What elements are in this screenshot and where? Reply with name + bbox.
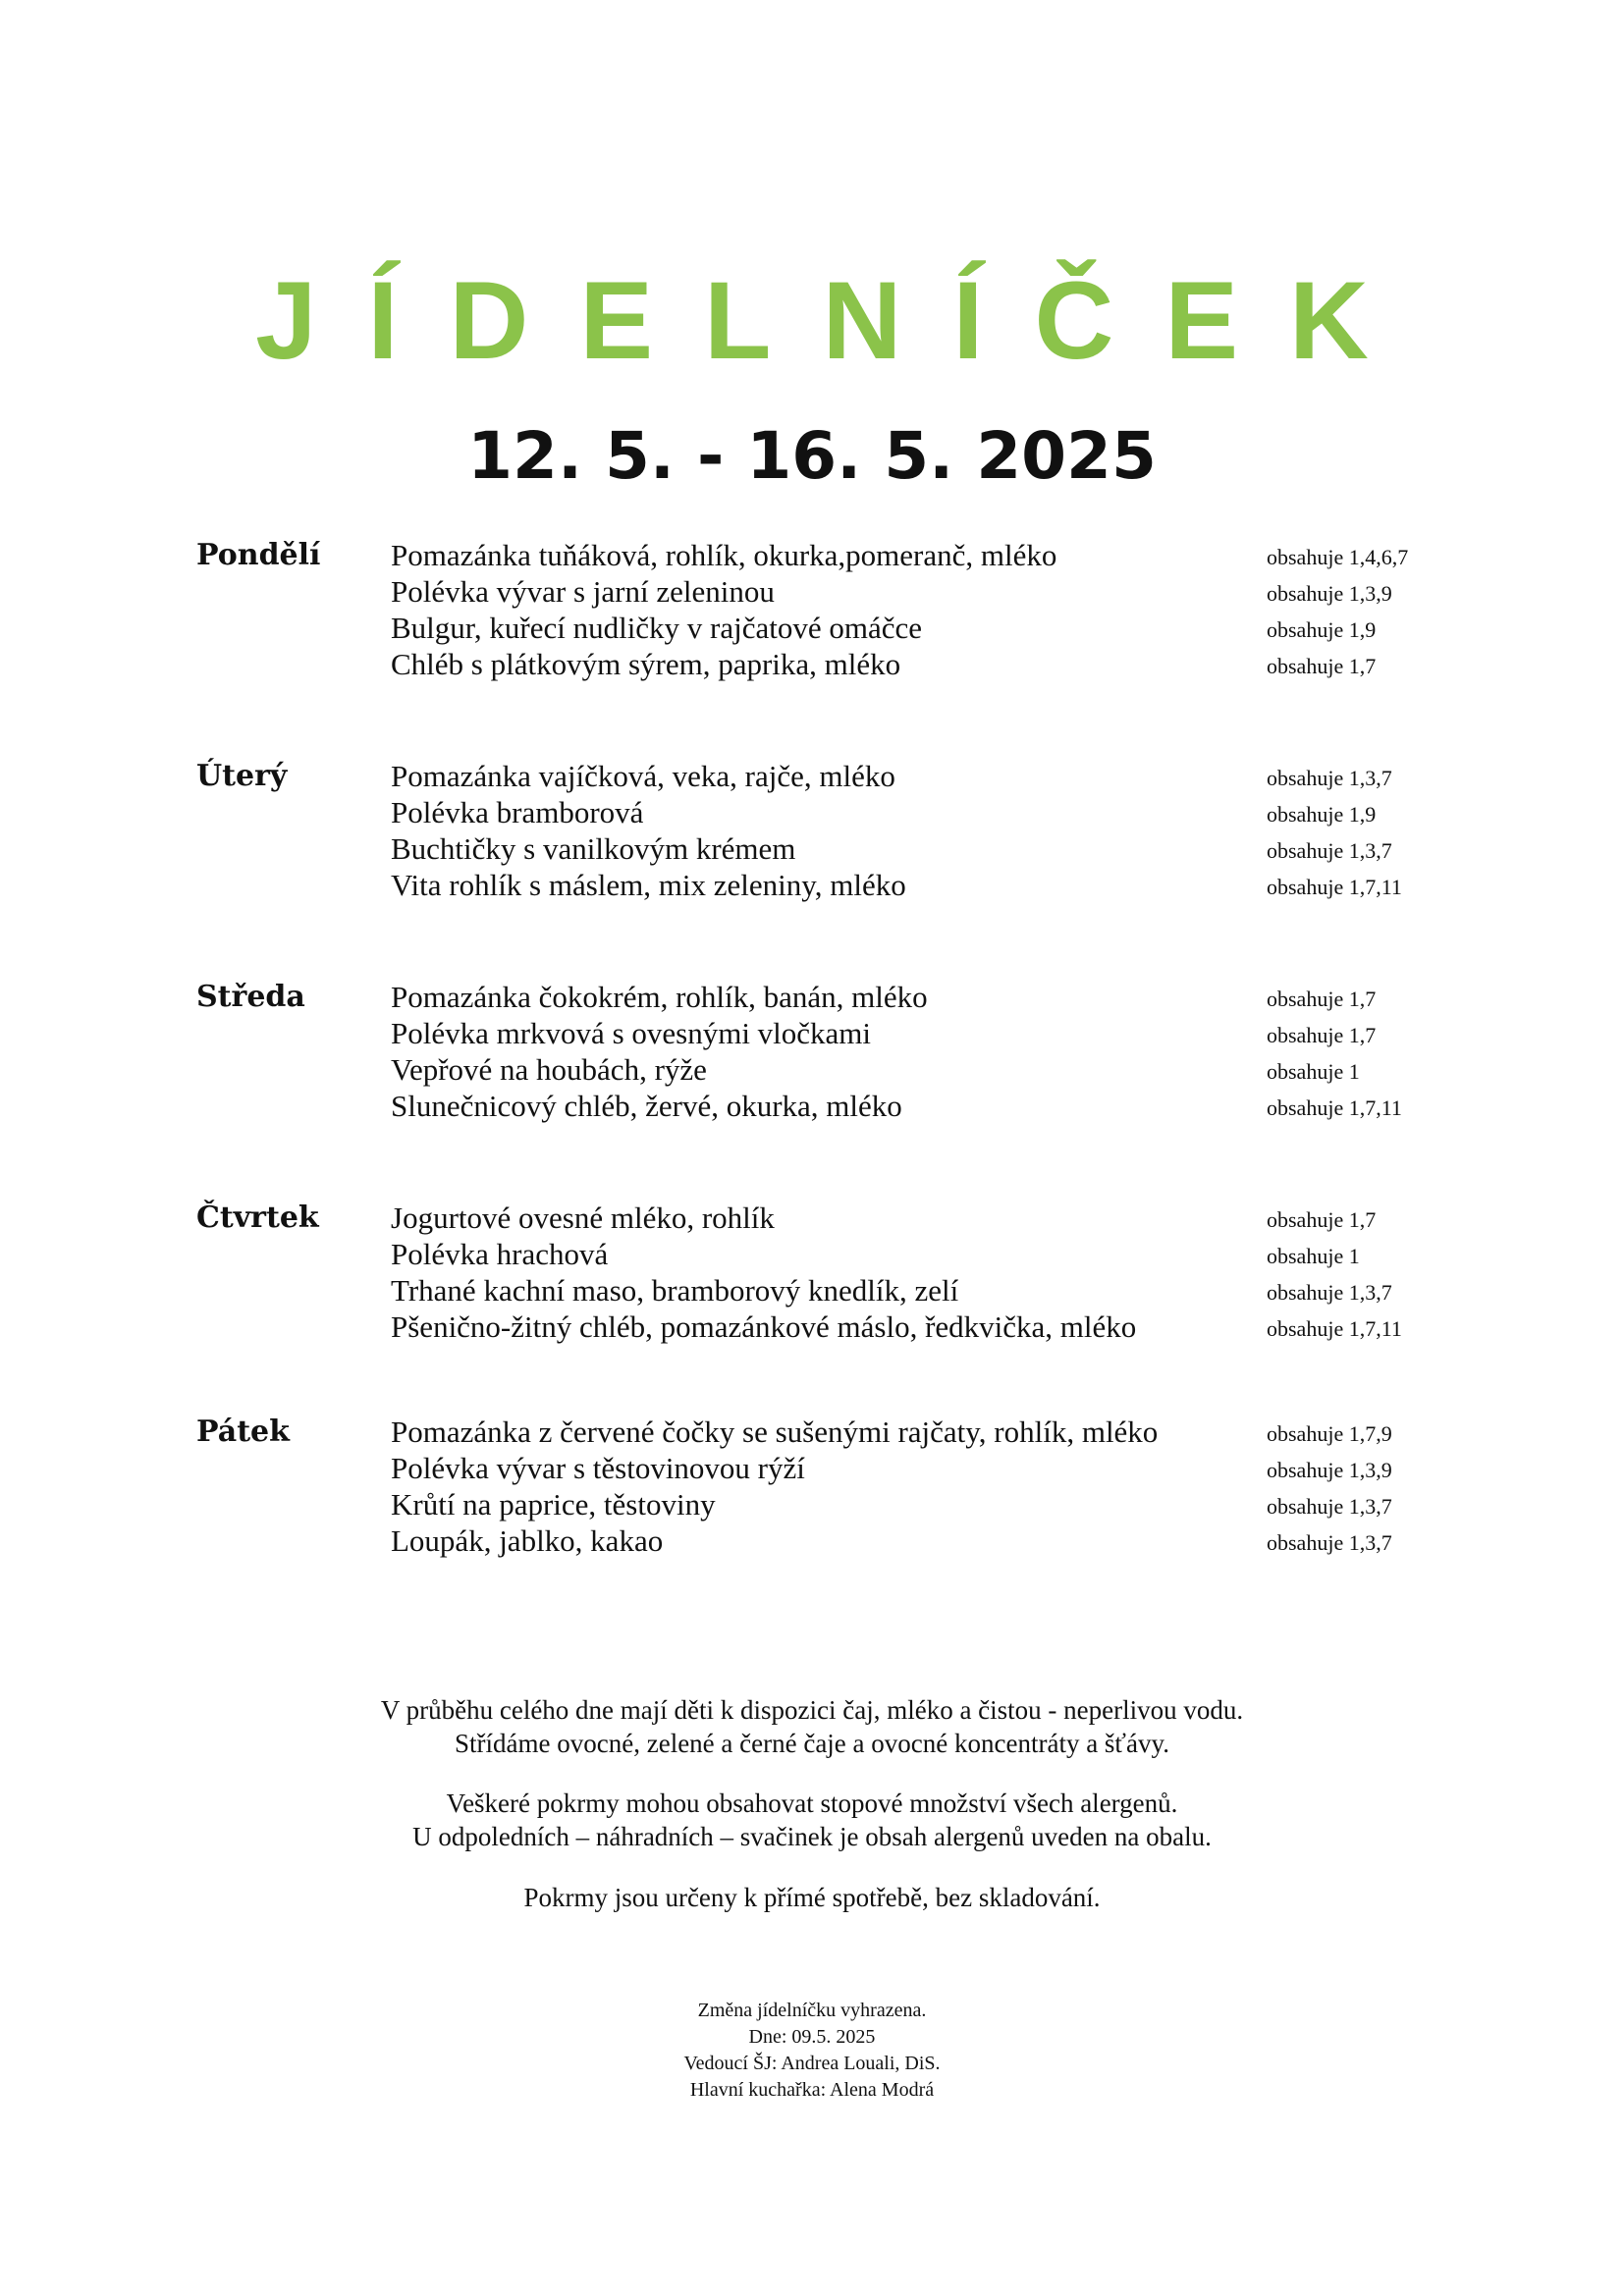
allergen-text: obsahuje 1,3,9	[1267, 581, 1392, 606]
meal-row	[0, 537, 1624, 574]
meal-row	[0, 1272, 1624, 1309]
allergen-text: obsahuje 1,3,7	[1267, 1280, 1392, 1305]
consumption-note	[0, 1881, 1624, 1914]
allergen-text: obsahuje 1,3,7	[1267, 766, 1392, 790]
allergen-text: obsahuje 1,7	[1267, 1023, 1377, 1047]
meal-row	[0, 1450, 1624, 1487]
allergen-text: obsahuje 1,7,11	[1267, 1316, 1402, 1341]
meal-text: Chléb s plátkovým sýrem, paprika, mléko	[391, 647, 901, 681]
allergen-text: obsahuje 1,3,9	[1267, 1458, 1392, 1482]
allergen-text: obsahuje 1,9	[1267, 802, 1377, 827]
meal-text: Slunečnicový chléb, žervé, okurka, mléko	[391, 1089, 902, 1123]
meal-row	[0, 794, 1624, 831]
note-line: Střídáme ovocné, zelené a černé čaje a ovocné koncentráty a šťávy.	[455, 1729, 1169, 1758]
allergen-text: obsahuje 1,4,6,7	[1267, 545, 1409, 569]
allergen-text: obsahuje 1,3,7	[1267, 1494, 1392, 1519]
note-line: V průběhu celého dne mají děti k dispozici čaj, mléko a čistou - neperlivou vodu.	[380, 1695, 1244, 1725]
meal-row	[0, 758, 1624, 795]
allergen-text: obsahuje 1,7,9	[1267, 1421, 1392, 1446]
meal-row	[0, 1200, 1624, 1237]
page-title: JÍDELNÍČEK	[255, 259, 1420, 382]
meal-row	[0, 610, 1624, 647]
meal-row	[0, 979, 1624, 1016]
meal-row	[0, 1088, 1624, 1125]
manager-name: Vedoucí ŠJ: Andrea Louali, DiS.	[683, 2053, 941, 2074]
allergen-text: obsahuje 1	[1267, 1244, 1360, 1268]
meal-row	[0, 573, 1624, 611]
note-line: Veškeré pokrmy mohou obsahovat stopové množství všech alergenů.	[446, 1789, 1178, 1818]
drinks-note	[0, 1693, 1624, 1760]
meal-text: Jogurtové ovesné mléko, rohlík	[391, 1201, 775, 1235]
note-line: Pokrmy jsou určeny k přímé spotřebě, bez skladování.	[523, 1883, 1101, 1912]
change-notice: Změna jídelníčku vyhrazena.	[697, 2000, 927, 2021]
issue-date: Dne: 09.5. 2025	[748, 2026, 876, 2048]
meal-text: Pomazánka tuňáková, rohlík, okurka,pomeranč, mléko	[391, 538, 1057, 572]
meal-text: Vepřové na houbách, rýže	[391, 1052, 707, 1087]
meal-text: Loupák, jablko, kakao	[391, 1523, 664, 1558]
meal-text: Polévka vývar s těstovinovou rýží	[391, 1451, 805, 1485]
head-cook-name: Hlavní kuchařka: Alena Modrá	[689, 2079, 935, 2101]
allergen-text: obsahuje 1,7	[1267, 987, 1377, 1011]
note-line: U odpoledních – náhradních – svačinek je obsah alergenů uveden na obalu.	[412, 1822, 1212, 1851]
meal-row	[0, 1308, 1624, 1346]
meal-row	[0, 1236, 1624, 1273]
day-name: Čtvrtek	[196, 1201, 319, 1235]
meal-text: Buchtičky s vanilkovým krémem	[391, 831, 796, 866]
meal-text: Pomazánka vajíčková, veka, rajče, mléko	[391, 759, 895, 793]
meal-row	[0, 1486, 1624, 1523]
meal-text: Polévka mrkvová s ovesnými vločkami	[391, 1016, 872, 1050]
meal-row	[0, 1414, 1624, 1451]
meal-row	[0, 867, 1624, 904]
meal-text: Polévka hrachová	[391, 1237, 609, 1271]
meal-text: Krůtí na paprice, těstoviny	[391, 1487, 716, 1522]
meal-row	[0, 646, 1624, 683]
day-name: Pondělí	[196, 538, 321, 572]
allergen-text: obsahuje 1,9	[1267, 617, 1377, 642]
meal-row	[0, 830, 1624, 868]
date-range: 12. 5. - 16. 5. 2025	[467, 418, 1157, 494]
meal-text: Pomazánka z červené čočky se sušenými rajčaty, rohlík, mléko	[391, 1415, 1159, 1449]
meal-row	[0, 1522, 1624, 1560]
meal-row	[0, 1051, 1624, 1089]
meal-text: Pomazánka čokokrém, rohlík, banán, mléko	[391, 980, 928, 1014]
allergen-text: obsahuje 1	[1267, 1059, 1360, 1084]
day-name: Středa	[196, 980, 305, 1014]
meal-text: Pšeničnо-žitný chléb, pomazánkové máslo, ředkvička, mléko	[391, 1309, 1137, 1344]
allergen-text: obsahuje 1,7	[1267, 654, 1377, 678]
allergen-text: obsahuje 1,7,11	[1267, 1095, 1402, 1120]
meal-text: Polévka bramborová	[391, 795, 644, 829]
allergen-note	[0, 1787, 1624, 1853]
meal-text: Bulgur, kuřecí nudličky v rajčatové omáčce	[391, 611, 923, 645]
footer	[0, 1998, 1624, 2104]
meal-text: Polévka vývar s jarní zeleninou	[391, 574, 775, 609]
day-name: Pátek	[196, 1415, 290, 1449]
allergen-text: obsahuje 1,7,11	[1267, 875, 1402, 899]
allergen-text: obsahuje 1,3,7	[1267, 838, 1392, 863]
day-name: Úterý	[196, 759, 288, 793]
allergen-text: obsahuje 1,7	[1267, 1207, 1377, 1232]
meal-text: Vita rohlík s máslem, mix zeleniny, mléko	[391, 868, 906, 902]
allergen-text: obsahuje 1,3,7	[1267, 1530, 1392, 1555]
meal-text: Trhané kachní maso, bramborový knedlík, zelí	[391, 1273, 959, 1308]
meal-row	[0, 1015, 1624, 1052]
